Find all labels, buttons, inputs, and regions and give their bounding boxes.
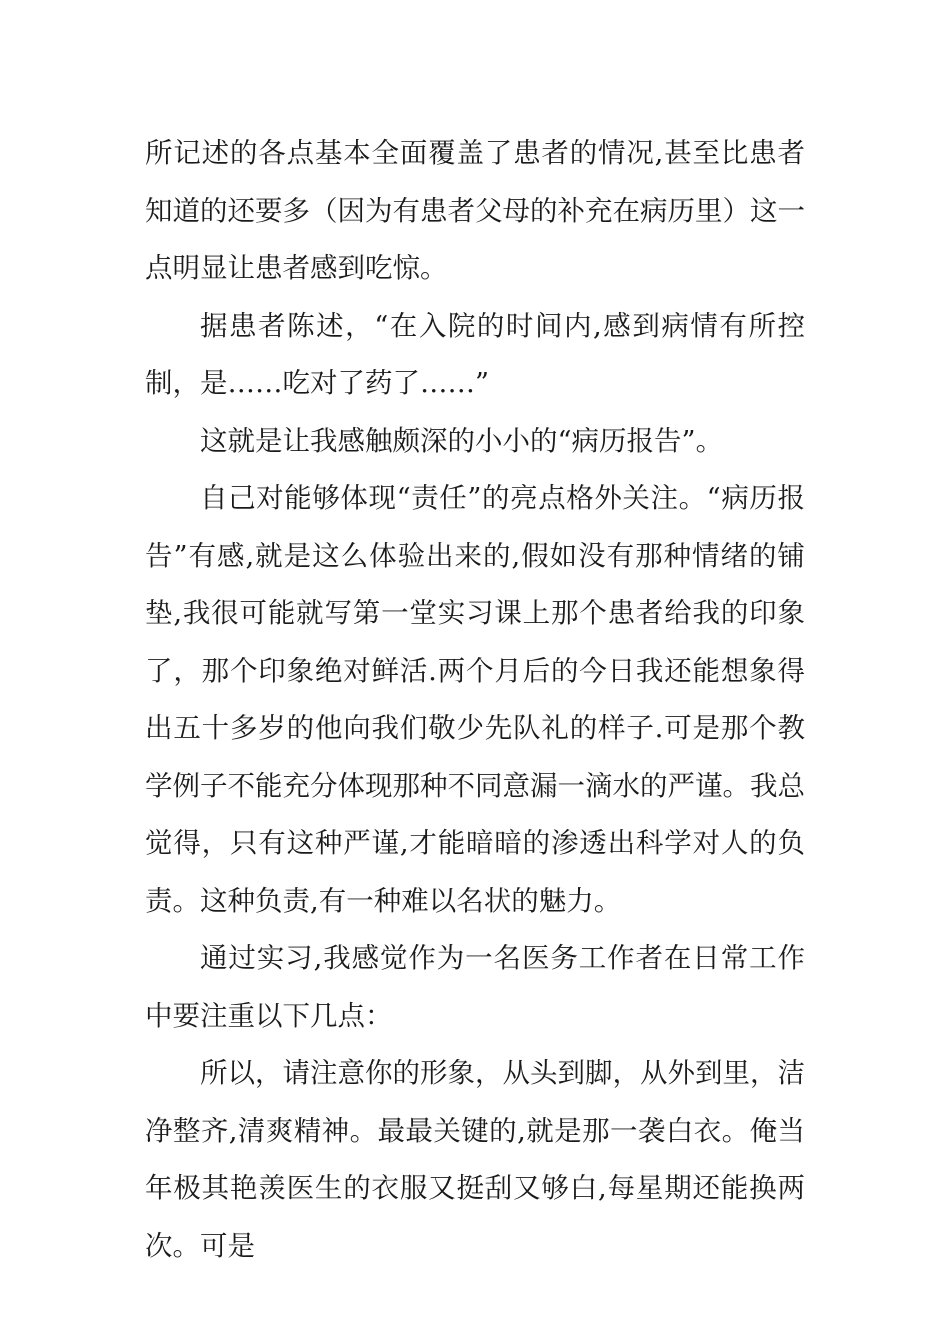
paragraph-5: 通过实习,我感觉作为一名医务工作者在日常工作中要注重以下几点： bbox=[145, 942, 805, 1032]
paragraph-2: 据患者陈述，“在入院的时间内,感到病情有所控制，是……吃对了药了……” bbox=[145, 309, 805, 399]
document-body bbox=[145, 125, 805, 1275]
paragraph-4: 自己对能够体现“责任”的亮点格外关注。“病历报告”有感,就是这么体验出来的,假如没有那种情绪的铺垫,我很可能就写第一堂实习课上那个患者给我的印象了，那个印象绝对鲜活.两个月后的今日我还能想象得出五十多岁的他向我们敬少先队礼的样子.可是那个教学例子不能充分体现那种不同意漏一滴水的严谨。我总觉得，只有这种严谨,才能暗暗的渗透出科学对人的负责。这种负责,有一种难以名状的魅力。 bbox=[145, 482, 805, 917]
paragraph-1: 所记述的各点基本全面覆盖了患者的情况,甚至比患者知道的还要多（因为有患者父母的补充在病历里）这一点明显让患者感到吃惊。 bbox=[145, 137, 805, 284]
paragraph-3: 这就是让我感触颇深的小小的“病历报告”。 bbox=[200, 424, 724, 457]
paragraph-6: 所以，请注意你的形象，从头到脚，从外到里，洁净整齐,清爽精神。最最关键的,就是那一袭白衣。俺当年极其艳羡医生的衣服又挺刮又够白,每星期还能换两次。可是 bbox=[145, 1057, 805, 1262]
